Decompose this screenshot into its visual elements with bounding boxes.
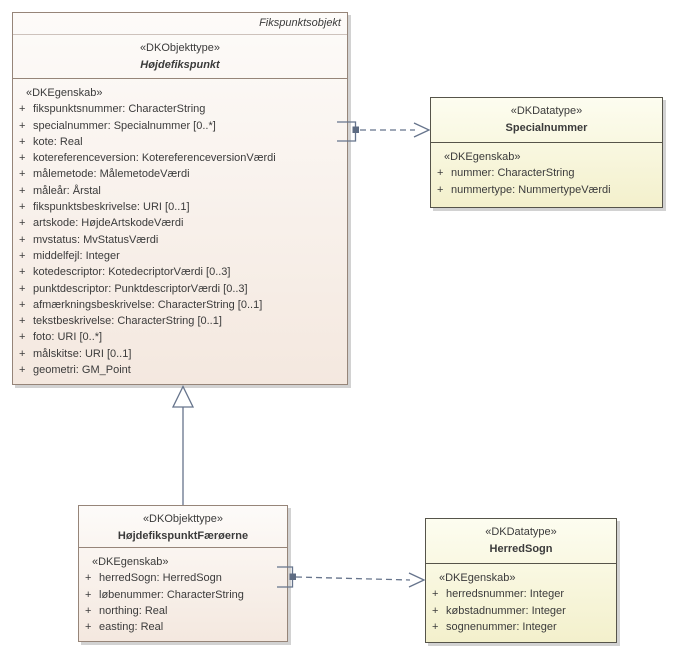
attributes-compartment xyxy=(426,564,616,635)
attribute-row xyxy=(13,281,347,297)
class-name: Specialnummer xyxy=(505,122,588,134)
attribute-text: måleår: Årstal xyxy=(33,184,101,197)
attribute-row xyxy=(79,603,287,619)
attribute-text: geometri: GM_Point xyxy=(33,364,131,377)
attribute-text: specialnummer: Specialnummer [0..*] xyxy=(33,119,216,132)
attribute-row xyxy=(13,248,347,264)
class-herredsogn[interactable] xyxy=(425,518,617,643)
visibility-marker: + xyxy=(19,201,26,214)
section-label: «DKEgenskab» xyxy=(439,572,516,584)
attribute-text: artskode: HøjdeArtskodeVærdi xyxy=(33,217,184,230)
attribute-row xyxy=(13,101,347,117)
open-arrowhead-icon xyxy=(414,123,429,137)
attribute-link-square-icon xyxy=(353,127,360,134)
visibility-marker: + xyxy=(85,604,92,617)
attribute-text: mvstatus: MvStatusVærdi xyxy=(33,233,159,246)
attributes-compartment xyxy=(79,548,287,635)
attribute-row xyxy=(79,619,287,635)
generalization-triangle-icon xyxy=(173,387,193,408)
visibility-marker: + xyxy=(19,217,26,230)
class-hojdefikspunktfaeroerne[interactable] xyxy=(78,505,288,642)
attribute-row xyxy=(13,150,347,166)
attribute-row xyxy=(79,587,287,603)
attribute-text: nummertype: NummertypeVærdi xyxy=(451,183,611,196)
attribute-text: afmærkningsbeskrivelse: CharacterString [0..1] xyxy=(33,298,263,311)
name-compartment xyxy=(426,519,616,564)
attribute-row xyxy=(79,570,287,586)
attribute-text: kote: Real xyxy=(33,135,83,148)
visibility-marker: + xyxy=(19,168,26,181)
attribute-text: fikspunktsnummer: CharacterString xyxy=(33,103,206,116)
visibility-marker: + xyxy=(19,184,26,197)
visibility-marker: + xyxy=(432,604,439,617)
visibility-marker: + xyxy=(437,167,444,180)
attribute-text: kotedescriptor: KotedecriptorVærdi [0..3] xyxy=(33,266,231,279)
attribute-row xyxy=(431,182,662,198)
attribute-rows xyxy=(79,570,287,635)
open-arrowhead-icon xyxy=(409,573,424,587)
attributes-compartment xyxy=(431,143,662,198)
visibility-marker: + xyxy=(85,621,92,634)
attribute-row xyxy=(431,165,662,181)
attribute-text: købstadnummer: Integer xyxy=(446,604,566,617)
visibility-marker: + xyxy=(432,588,439,601)
attribute-row xyxy=(426,603,616,619)
attribute-text: målemetode: MålemetodeVærdi xyxy=(33,168,190,181)
class-hojdefikspunkt[interactable] xyxy=(12,12,348,385)
generalization-connector xyxy=(173,387,193,506)
attribute-text: easting: Real xyxy=(99,621,164,634)
section-label: «DKEgenskab» xyxy=(26,87,103,99)
class-name: Højdefikspunkt xyxy=(140,59,220,71)
attribute-text: sognenummer: Integer xyxy=(446,620,557,633)
attribute-row xyxy=(13,166,347,182)
visibility-marker: + xyxy=(19,233,26,246)
visibility-marker: + xyxy=(85,588,92,601)
attribute-text: nummer: CharacterString xyxy=(451,167,575,180)
attribute-rows xyxy=(431,165,662,198)
attribute-text: fikspunktsbeskrivelse: URI [0..1] xyxy=(33,201,190,214)
visibility-marker: + xyxy=(85,572,92,585)
name-compartment xyxy=(79,506,287,548)
attribute-row xyxy=(13,313,347,329)
stereotype-label: «DKDatatype» xyxy=(485,526,557,538)
attribute-row xyxy=(13,264,347,280)
attribute-text: northing: Real xyxy=(99,604,168,617)
attribute-row xyxy=(13,134,347,150)
visibility-marker: + xyxy=(432,620,439,633)
attribute-row xyxy=(13,183,347,199)
dependency-dashed-line xyxy=(296,577,410,580)
visibility-marker: + xyxy=(437,183,444,196)
visibility-marker: + xyxy=(19,315,26,328)
visibility-marker: + xyxy=(19,119,26,132)
visibility-marker: + xyxy=(19,298,26,311)
attribute-text: kotereferenceversion: KotereferenceversionVærdi xyxy=(33,152,276,165)
attribute-row xyxy=(13,232,347,248)
attribute-text: herredsnummer: Integer xyxy=(446,588,564,601)
name-compartment xyxy=(13,35,347,79)
parent-object-label: Fikspunktsobjekt xyxy=(13,13,347,35)
dependency-herredsogn xyxy=(277,567,424,587)
attribute-text: herredSogn: HerredSogn xyxy=(99,572,222,585)
attributes-compartment xyxy=(13,79,347,378)
attribute-row xyxy=(13,215,347,231)
attribute-rows xyxy=(13,101,347,378)
stereotype-label: «DKObjekttype» xyxy=(139,42,221,54)
dependency-specialnummer xyxy=(337,122,429,141)
attribute-row xyxy=(426,619,616,635)
class-specialnummer[interactable] xyxy=(430,97,663,208)
visibility-marker: + xyxy=(19,282,26,295)
visibility-marker: + xyxy=(19,135,26,148)
section-label: «DKEgenskab» xyxy=(92,556,169,568)
attribute-row xyxy=(13,118,347,134)
stereotype-label: «DKDatatype» xyxy=(510,105,583,117)
name-compartment xyxy=(431,98,662,143)
attribute-link-square-icon xyxy=(290,574,297,581)
attribute-row xyxy=(13,297,347,313)
attribute-text: punktdescriptor: PunktdescriptorVærdi [0..3] xyxy=(33,282,248,295)
visibility-marker: + xyxy=(19,249,26,262)
stereotype-label: «DKObjekttype» xyxy=(142,513,224,525)
visibility-marker: + xyxy=(19,331,26,344)
attribute-text: løbenummer: CharacterString xyxy=(99,588,244,601)
attribute-text: tekstbeskrivelse: CharacterString [0..1] xyxy=(33,315,222,328)
section-label: «DKEgenskab» xyxy=(444,151,521,163)
class-name: HøjdefikspunktFærøerne xyxy=(117,530,249,542)
attribute-row xyxy=(13,362,347,378)
attribute-row xyxy=(426,586,616,602)
visibility-marker: + xyxy=(19,103,26,116)
attribute-row xyxy=(13,199,347,215)
attribute-row xyxy=(13,329,347,345)
attribute-text: foto: URI [0..*] xyxy=(33,331,103,344)
visibility-marker: + xyxy=(19,152,26,165)
attribute-rows xyxy=(426,586,616,635)
visibility-marker: + xyxy=(19,266,26,279)
visibility-marker: + xyxy=(19,364,26,377)
class-name: HerredSogn xyxy=(489,543,553,555)
attribute-row xyxy=(13,346,347,362)
attribute-text: målskitse: URI [0..1] xyxy=(33,347,132,360)
visibility-marker: + xyxy=(19,347,26,360)
attribute-text: middelfejl: Integer xyxy=(33,249,120,262)
